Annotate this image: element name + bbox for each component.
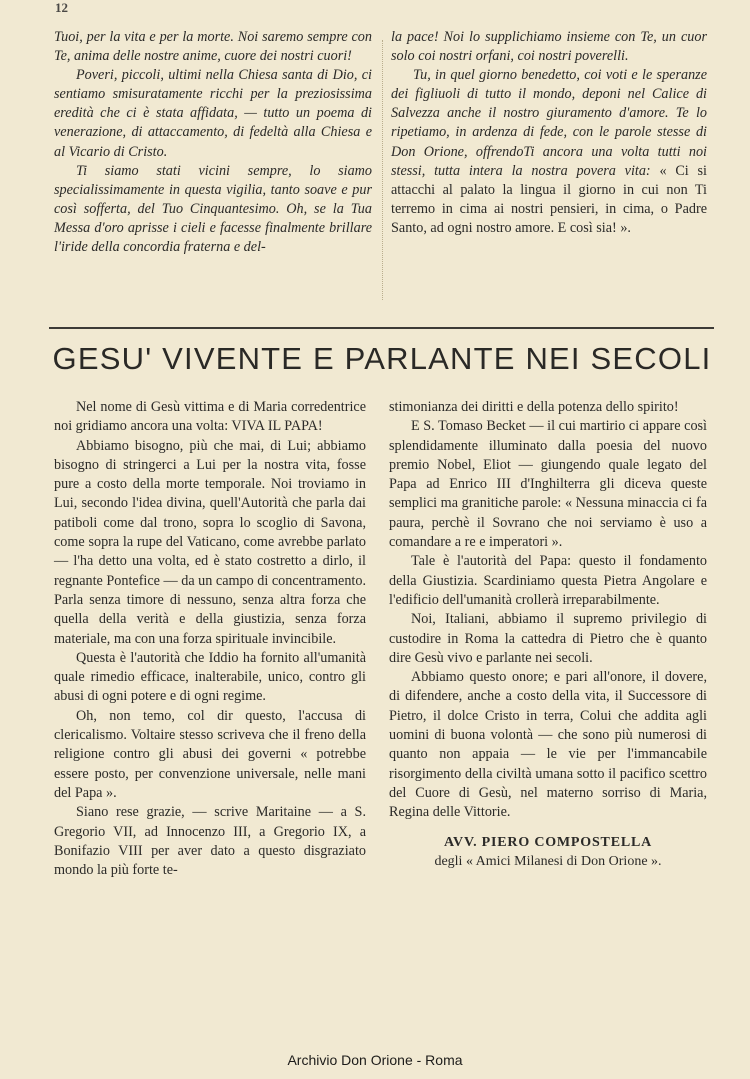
page-number: 12 (55, 0, 68, 15)
paragraph: E S. Tomaso Becket — il cui martirio ci appare così splendidamente illuminato dalla poesia del nuovo premio Nobel, Eliot — giungendo quale legato del Papa ad Enrico III d'Inghilterra gli diceva queste semplici ma granitiche parole: « Nessuna minaccia ci fa paura, perchè il Sovrano che noi serviamo è uso a comandare a re e imperatori ». (389, 418, 707, 551)
paragraph: Noi, Italiani, abbiamo il supremo privilegio di custodire in Roma la cattedra di Pietro che è quanto dire Gesù vivo e parlante nei secoli. (389, 611, 707, 666)
top-left-column (54, 28, 372, 257)
article-left-column (54, 398, 366, 880)
article-right-column (389, 398, 707, 871)
paragraph: Oh, non temo, col dir questo, l'accusa di clericalismo. Voltaire stesso scriveva che il freno della religione contro gli abusi dei governi « potrebbe essere posto, per convenzione universale, nelle mani del Papa ». (54, 707, 366, 801)
paragraph: Ti siamo stati vicini sempre, lo siamo specialissimamente in questa vigilia, tanto soave e pur così sofferta, del Tuo Cinquantesimo. Oh, se la Tua Messa d'oro aprisse i cieli e facesse finalmente brillare l'iride della concordia fraterna e del- (54, 162, 372, 256)
paragraph: Poveri, piccoli, ultimi nella Chiesa santa di Dio, ci sentiamo smisuratamente ricchi per la preziosissima eredità che ci è stata affidata, — tutto un poema di venerazione, di attaccamento, di fedeltà alla Chiesa e al Vicario di Cristo. (54, 67, 372, 160)
paragraph: Questa è l'autorità che Iddio ha fornito all'umanità quale rimedio efficace, inalterabile, unico, contro gli abusi di ogni potere e di ogni regime. (54, 649, 366, 705)
paragraph: Tuoi, per la vita e per la morte. Noi saremo sempre con Te, anima delle nostre anime, cuore dei nostri cuori! (54, 29, 372, 65)
paragraph: Abbiamo questo onore; e pari all'onore, il dovere, di difendere, anche a costo della vita, il Successore di Pietro, il dolce Cristo in terra, Colui che addita agli uomini di buona volontà — che sono più numerosi di quanto non appaia — le vie per l'immancabile risorgimento della civiltà umana sotto il pacifico scettro del Cuore di Gesù, nel materno sorriso di Maria, Regina delle Vittorie. (389, 669, 707, 821)
paragraph: Nel nome di Gesù vittima e di Maria corredentrice noi gridiamo ancora una volta: VIVA IL PAPA! (54, 399, 366, 435)
paragraph-text: Tu, in quel giorno benedetto, coi voti e le speranze dei figliuoli di tutto il mondo, deponi nel Calice di Salvezza anche il nostro giuramento d'amore. Te lo ripetiamo, in ardenza di fede, con le parole stesse di Don Orione, offrendoTi ancora una volta tutti noi stessi, tutta intera la nostra povera vita: (391, 67, 707, 179)
quote-text: « Ci si attacchi al palato la lingua il giorno in cui non Ti terremo in cima ai nostri pensieri, in cima, o Padre Santo, ad ogni nostro amore. E così sia! ». (391, 162, 708, 236)
paragraph: Tale è l'autorità del Papa: questo il fondamento della Giustizia. Scardiniamo questa Pietra Angolare e l'edificio dell'umanità crollerà irreparabilmente. (389, 553, 707, 608)
column-divider (382, 40, 383, 300)
section-rule (49, 327, 714, 329)
paragraph: Siano rese grazie, — scrive Maritaine — a S. Gregorio VII, ad Innocenzo III, a Gregorio IX, a Bonifazio VIII per aver dato a questo disgraziato mondo la più forte te- (54, 804, 366, 879)
paragraph: stimonianza dei diritti e della potenza dello spirito! (389, 399, 679, 415)
author-affiliation: degli « Amici Milanesi di Don Orione ». (434, 853, 662, 869)
archive-footer: Archivio Don Orione - Roma (287, 1052, 463, 1068)
paragraph: Abbiamo bisogno, più che mai, di Lui; abbiamo bisogno di stringerci a Lui per la nostra vita, fosse pure a costo della morte temporale. Noi troviamo in Lui, secondo l'idea divina, quell'Autorità che parla dai patiboli come dal trono, sopra lo scoglio di Savona, come sopra la rupe del Vaticano, come avrebbe parlato — l'ha detto una volta, ed è stato costretto a dirlo, il regnante Pontefice — da un campo di concentramento. Parla senza timore di nessuno, senza altra forza che quella della verità e della giustizia, senza forza materiale, ma con una forza spirituale invincibile. (54, 437, 367, 647)
top-right-column (391, 28, 707, 238)
paragraph (391, 66, 707, 238)
author-name: AVV. PIERO COMPOSTELLA (443, 834, 653, 850)
paragraph: la pace! Noi lo supplichiamo insieme con Te, un cuor solo coi nostri orfani, coi nostri poverelli. (391, 29, 707, 65)
article-headline: GESU' VIVENTE E PARLANTE NEI SECOLI (52, 341, 712, 376)
